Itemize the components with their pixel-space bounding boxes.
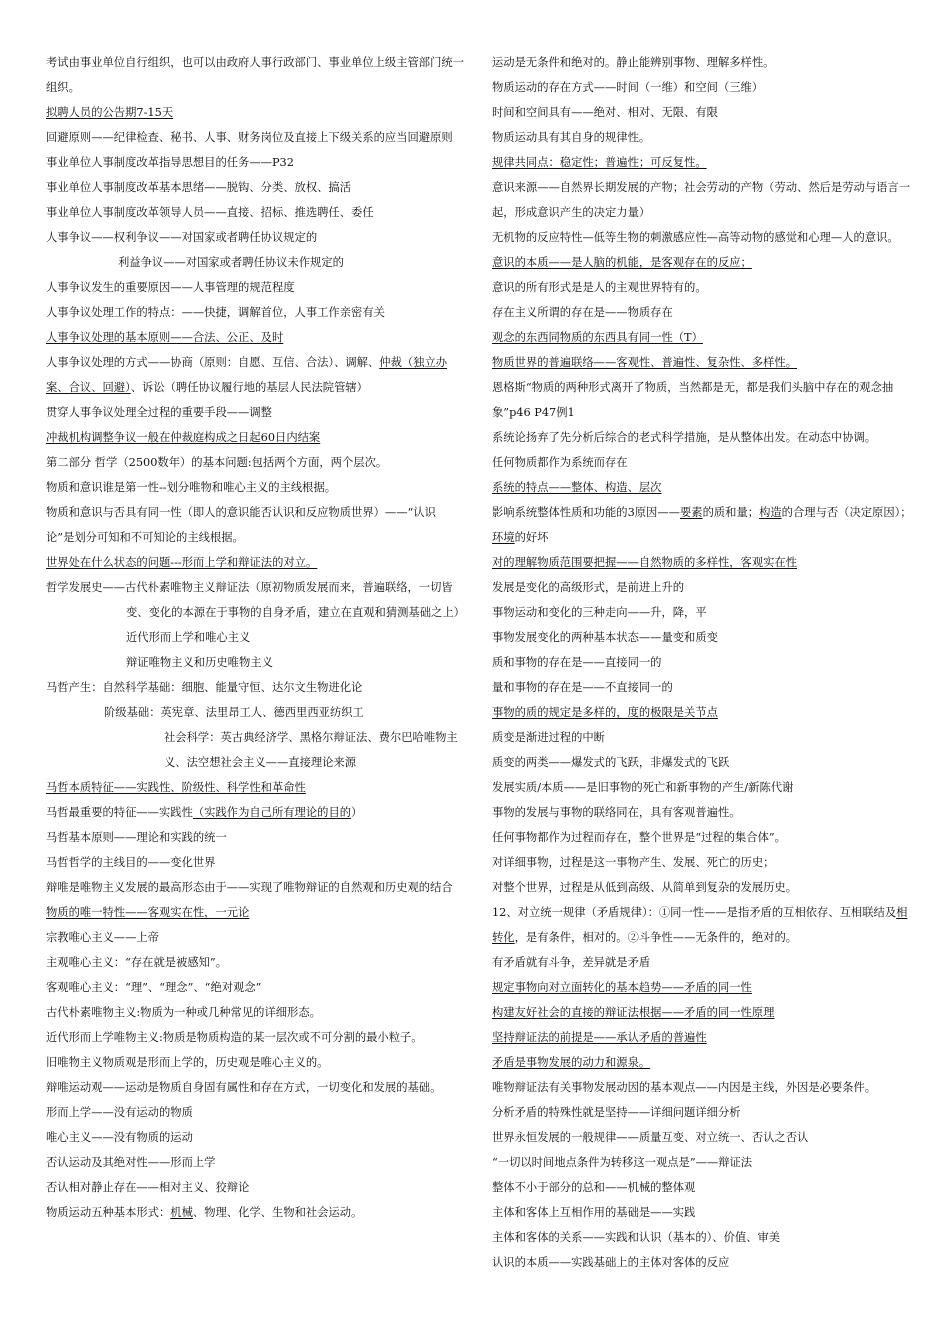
text-span: 马哲产生：自然科学基础：细胞、能量守恒、达尔文生物进化论 [46, 681, 363, 694]
text-line [46, 200, 464, 225]
text-span: 物质运动的存在方式——时间（一维）和空间（三维） [492, 81, 764, 94]
text-line [492, 175, 912, 225]
text-span: ） [351, 806, 363, 819]
text-span: 回避原则——纪律检查、秘书、人事、财务岗位及直接上下级关系的应当回避原则 [46, 131, 453, 144]
text-span: 整体不小于部分的总和——机械的整体观 [492, 1181, 696, 1194]
underlined-text: 物质的唯一特性——客观实在性，一元论 [46, 906, 250, 919]
underlined-text: 马哲本质特征——实践性、阶级性、科学性和革命性 [46, 781, 306, 794]
text-span: 人事争议处理工作的特点：——快捷，调解首位，人事工作亲密有关 [46, 306, 385, 319]
text-line [492, 575, 912, 600]
text-line [492, 800, 912, 825]
text-line [492, 875, 912, 900]
text-span: 发展是变化的高级形式，是前进上升的 [492, 581, 685, 594]
text-span: “一切以时间地点条件为转移这一观点是”——辩证法 [492, 1156, 753, 1169]
right-column [492, 50, 912, 1275]
text-line [492, 700, 912, 725]
text-line [492, 1100, 912, 1125]
text-line [492, 900, 912, 950]
text-span: 人事争议——权利争议——对国家或者聘任协议规定的 [46, 231, 318, 244]
text-span: 事业单位人事制度改革指导思想目的任务——P32 [46, 156, 294, 169]
text-span: 存在主义所谓的存在是——物质存在 [492, 306, 673, 319]
text-line [492, 50, 912, 75]
text-line [492, 1175, 912, 1200]
text-span: 辩唯运动观——运动是物质自身固有属性和存在方式，一切变化和发展的基础。 [46, 1081, 442, 1094]
text-line [46, 700, 464, 725]
underlined-text: 规定事物向对立面转化的基本趋势——矛盾的同一性 [492, 981, 752, 994]
text-span: ，是有条件，相对的。②斗争性——无条件的，绝对的。 [514, 931, 798, 944]
underlined-text: 环境 [492, 531, 515, 544]
text-span: 的质和量； [702, 506, 760, 519]
text-span: 近代形而上学和唯心主义 [126, 631, 251, 644]
underlined-text: 仲裁（独立办案、合议、回避） [46, 356, 448, 394]
text-line [492, 150, 912, 175]
underlined-text: 系统的特点——整体、构造、层次 [492, 481, 662, 494]
text-line [46, 1050, 464, 1075]
text-line [492, 650, 912, 675]
text-span: 事业单位人事制度改革基本思绪——脱钩、分类、放权、搞活 [46, 181, 352, 194]
text-span: 物质和意识与否具有同一性（即人的意识能否认识和反应物质世界）——“认识论”是划分可知和不可知论的主线根据。 [46, 506, 436, 544]
underlined-text: 拟聘人员的公告期7-15天 [46, 106, 174, 119]
text-span: 任何事物都作为过程而存在，整个世界是“过程的集合体”。 [492, 831, 786, 844]
text-span: 旧唯物主义物质观是形而上学的，历史观是唯心主义的。 [46, 1056, 329, 1069]
text-span: 的合理与否（决定原因）； [781, 506, 912, 519]
text-line [492, 275, 912, 300]
text-line [46, 550, 464, 575]
text-span: 考试由事业单位自行组织，也可以由政府人事行政部门、事业单位上级主管部门统一组织。 [46, 56, 464, 94]
text-line [46, 975, 464, 1000]
text-line [46, 125, 464, 150]
text-span: 世界永恒发展的一般规律——质量互变、对立统一、否认之否认 [492, 1131, 809, 1144]
text-span: 唯心主义——没有物质的运动 [46, 1131, 193, 1144]
text-span: 辩证唯物主义和历史唯物主义 [126, 656, 273, 669]
text-span: 认识的本质——实践基础上的主体对客体的反应 [492, 1256, 730, 1269]
text-line [46, 1000, 464, 1025]
text-line [492, 625, 912, 650]
underlined-text: 机械 [170, 1206, 193, 1219]
text-span: 对详细事物，过程是这一事物产生、发展、死亡的历史； [492, 856, 775, 869]
text-span: 运动是无条件和绝对的。静止能辨别事物、理解多样性。 [492, 56, 775, 69]
text-line [46, 1075, 464, 1100]
text-line [46, 625, 464, 650]
text-line [492, 1225, 912, 1250]
text-span: 的好坏 [514, 531, 549, 544]
text-span: 有矛盾就有斗争，差异就是矛盾 [492, 956, 651, 969]
text-span: 分析矛盾的特殊性就是坚持——详细问题详细分析 [492, 1106, 741, 1119]
text-span: 人事争议处理的方式——协商（原则：自愿、互信、合法）、调解、 [46, 356, 380, 369]
text-span: 马哲最重要的特征——实践性 [46, 806, 193, 819]
text-span: 对整个世界，过程是从低到高级、从简单到复杂的发展历史。 [492, 881, 798, 894]
text-span: 影响系统整体性质和功能的3原因—— [492, 506, 680, 519]
text-span: 恩格斯“物质的两种形式离开了物质，当然都是无，都是我们头脑中存在的观念抽象”p46 P47例1 [492, 381, 894, 419]
text-line [46, 875, 464, 900]
text-line [46, 575, 464, 625]
text-line [492, 1025, 912, 1050]
text-line [492, 675, 912, 700]
underlined-text: 规律共同点：稳定性；普遍性；可反复性。 [492, 156, 707, 169]
text-line [492, 100, 912, 125]
text-span: 物质运动具有其自身的规律性。 [492, 131, 651, 144]
text-span: 主观唯心主义：“存在就是被感知”。 [46, 956, 228, 969]
text-line [492, 1200, 912, 1225]
text-line [46, 325, 464, 350]
text-line [46, 825, 464, 850]
text-line [46, 725, 464, 775]
text-line [492, 125, 912, 150]
text-line [492, 350, 912, 375]
text-span: 唯物辩证法有关事物发展动因的基本观点——内因是主线，外因是必要条件。 [492, 1081, 877, 1094]
text-line [492, 850, 912, 875]
text-line [492, 950, 912, 975]
text-line [492, 975, 912, 1000]
text-line [492, 325, 912, 350]
underlined-text: 构建友好社会的直接的辩证法根据——矛盾的同一性原理 [492, 1006, 775, 1019]
text-span: 贯穿人事争议处理全过程的重要手段——调整 [46, 406, 272, 419]
text-line [46, 800, 464, 825]
text-line [46, 250, 464, 275]
text-line [46, 1150, 464, 1175]
text-line [46, 450, 464, 475]
text-span: 量和事物的存在是——不直接同一的 [492, 681, 673, 694]
text-span: 物质和意识谁是第一性--划分唯物和唯心主义的主线根据。 [46, 481, 337, 494]
text-line [46, 900, 464, 925]
underlined-text: 矛盾是事物发展的动力和源泉。 [492, 1056, 651, 1069]
text-line [46, 500, 464, 550]
text-line [46, 1100, 464, 1125]
text-span: 、物理、化学、生物和社会运动。 [192, 1206, 363, 1219]
underlined-text: 对的理解物质范围要把握——自然物质的多样性，客观实在性 [492, 556, 798, 569]
text-span: 事业单位人事制度改革领导人员——直接、招标、推选聘任、委任 [46, 206, 374, 219]
underlined-text: 冲裁机构调整争议一般在仲裁庭构成之日起60日内结案 [46, 431, 321, 444]
text-span: 物质运动五种基本形式： [46, 1206, 171, 1219]
text-span: 人事争议发生的重要原因——人事管理的规范程度 [46, 281, 295, 294]
text-line [492, 600, 912, 625]
text-span: 任何物质都作为系统而存在 [492, 456, 628, 469]
text-line [492, 1050, 912, 1075]
underlined-text: 要素 [679, 506, 703, 519]
text-span: 利益争议——对国家或者聘任协议未作规定的 [118, 256, 344, 269]
text-line [492, 375, 912, 425]
left-column [46, 50, 464, 1225]
text-span: 事物的发展与事物的联络同在，具有客观普遍性。 [492, 806, 741, 819]
text-span: 第二部分 哲学（2500数年）的基本问题:包括两个方面，两个层次。 [46, 456, 388, 469]
text-line [46, 100, 464, 125]
text-span: 哲学发展史——古代朴素唯物主义辩证法（原初物质发展而来，普遍联络，一切皆变、变化的本源在于事物的自身矛盾，建立在直观和猜测基础之上） [46, 581, 465, 619]
text-line [46, 1025, 464, 1050]
text-line [46, 275, 464, 300]
text-line [46, 175, 464, 200]
text-line [492, 550, 912, 575]
text-span: 形而上学——没有运动的物质 [46, 1106, 193, 1119]
text-span: 马哲哲学的主线目的——变化世界 [46, 856, 216, 869]
text-line [46, 425, 464, 450]
text-line [492, 1150, 912, 1175]
text-span: 时间和空间具有——绝对、相对、无限、有限 [492, 106, 718, 119]
text-line [46, 1175, 464, 1200]
underlined-text: 构造 [759, 506, 782, 519]
text-line [492, 825, 912, 850]
text-line [46, 225, 464, 250]
text-line [46, 1200, 464, 1225]
text-line [46, 350, 464, 400]
text-span: 否认相对静止存在——相对主义、狡辩论 [46, 1181, 250, 1194]
text-span: 主体和客体的关系——实践和认识（基本的）、价值、审美 [492, 1231, 781, 1244]
text-span: 阶级基础：英宪章、法里昂工人、德西里西亚纺织工 [104, 706, 364, 719]
text-span: 辩唯是唯物主义发展的最高形态由于——实现了唯物辩证的自然观和历史观的结合 [46, 881, 453, 894]
text-line [46, 400, 464, 425]
text-line [492, 475, 912, 500]
text-span: 否认运动及其绝对性——形而上学 [46, 1156, 216, 1169]
text-line [492, 250, 912, 275]
underlined-text: 坚持辩证法的前提是——承认矛盾的普遍性 [492, 1031, 707, 1044]
underlined-text: （实践作为自己所有理论的目的 [192, 806, 352, 819]
text-line [46, 50, 464, 100]
text-span: 质和事物的存在是——直接同一的 [492, 656, 662, 669]
underlined-text: 意识的本质——是人脑的机能，是客观存在的反应； [492, 256, 752, 269]
text-line [46, 150, 464, 175]
text-line [492, 300, 912, 325]
text-span: 社会科学：英古典经济学、黑格尔辩证法、费尔巴哈唯物主义、法空想社会主义——直接理论来源 [164, 731, 458, 769]
text-span: 事物运动和变化的三种走向——升，降，平 [492, 606, 707, 619]
text-line [46, 1125, 464, 1150]
text-span: 12、对立统一规律（矛盾规律）：①同一性——是指矛盾的互相依存、互相联结及 [492, 906, 897, 919]
underlined-text: 物质世界的普遍联络——客观性、普遍性、复杂性、多样性。 [492, 356, 798, 369]
text-span: 客观唯心主义：“理”、“理念”、“绝对观念” [46, 981, 262, 994]
text-span: 、诉讼（聘任协议履行地的基层人民法院管辖） [130, 381, 368, 394]
text-span: 意识来源——自然界长期发展的产物；社会劳动的产物（劳动、然后是劳动与语言一起，形成意识产生的决定力量） [492, 181, 910, 219]
text-line [46, 300, 464, 325]
text-line [492, 225, 912, 250]
text-span: 意识的所有形式是是人的主观世界特有的。 [492, 281, 707, 294]
text-line [492, 450, 912, 475]
text-span: 宗教唯心主义——上帝 [46, 931, 159, 944]
text-line [492, 1250, 912, 1275]
text-span: 近代形而上学唯物主义:物质是物质构造的某一层次或不可分割的最小粒子。 [46, 1031, 423, 1044]
text-span: 质变是渐进过程的中断 [492, 731, 605, 744]
text-line [492, 725, 912, 750]
text-span: 发展实质/本质——是旧事物的死亡和新事物的产生/新陈代谢 [492, 781, 794, 794]
text-line [46, 925, 464, 950]
text-line [46, 675, 464, 700]
underlined-text: 世界处在什么状态的问题---形而上学和辩证法的对立。 [46, 556, 318, 569]
text-line [46, 850, 464, 875]
underlined-text: 事物的质的规定是多样的，度的极限是关节点 [492, 706, 718, 719]
text-line [492, 1000, 912, 1025]
text-line [46, 650, 464, 675]
text-span: 马哲基本原则——理论和实践的统一 [46, 831, 227, 844]
underlined-text: 相转化 [492, 906, 908, 944]
text-line [492, 775, 912, 800]
text-span: 无机物的反应特性—低等生物的刺激感应性—高等动物的感觉和心理—人的意识。 [492, 231, 899, 244]
text-line [492, 1075, 912, 1100]
text-line [46, 475, 464, 500]
underlined-text: 人事争议处理的基本原则——合法、公正、及时 [46, 331, 284, 344]
text-line [492, 425, 912, 450]
text-span: 系统论扬弃了先分析后综合的老式科学措施，是从整体出发。在动态中协调。 [492, 431, 877, 444]
text-span: 事物发展变化的两种基本状态——量变和质变 [492, 631, 718, 644]
text-line [492, 750, 912, 775]
underlined-text: 观念的东西同物质的东西具有同一性（T） [492, 331, 703, 344]
text-span: 古代朴素唯物主义:物质为一种或几种常见的详细形态。 [46, 1006, 321, 1019]
text-line [492, 75, 912, 100]
text-line [492, 500, 912, 550]
text-line [492, 1125, 912, 1150]
text-line [46, 775, 464, 800]
text-span: 主体和客体上互相作用的基础是——实践 [492, 1206, 696, 1219]
text-span: 质变的两类——爆发式的飞跃，非爆发式的飞跃 [492, 756, 730, 769]
text-line [46, 950, 464, 975]
